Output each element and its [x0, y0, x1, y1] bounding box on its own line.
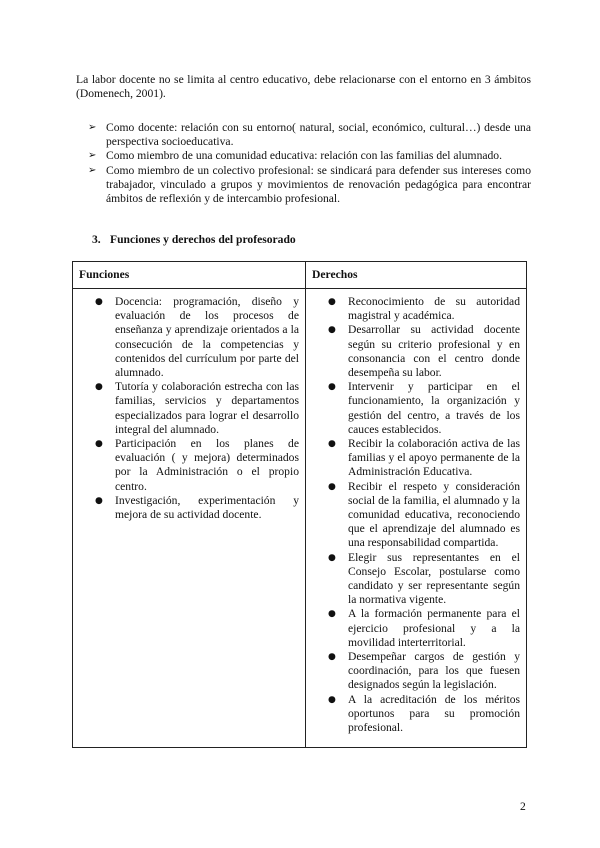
list-item: ● Recibir el respeto y consideración social de la familia, el alumnado y la comunidad educativa, reconociendo que el aprendizaje del alumnado es una responsabilidad compartida. [328, 479, 520, 550]
bullet-icon: ● [328, 297, 336, 307]
list-item: ● Elegir sus representantes en el Consejo Escolar, postularse como candidato y ser representante según la normativa vigente. [328, 550, 520, 607]
bullet-icon: ● [95, 495, 103, 506]
section-title: Funciones y derechos del profesorado [110, 233, 296, 246]
list-item: ➢ Como miembro de una comunidad educativa: relación con las familias del alumnado. [88, 149, 502, 163]
bullet-icon: ● [95, 382, 103, 393]
list-item: ● Intervenir y participar en el funcionamiento, la organización y gestión del centro, a través de los cauces establecidos. [328, 380, 520, 436]
ambitos-list [88, 121, 531, 206]
list-item: ● Desempeñar cargos de gestión y coordinación, para los que fuesen designados según la legislación. [328, 650, 520, 692]
list-item: ● Recibir la colaboración activa de las familias y el apoyo permanente de la Administración Educativa. [328, 437, 520, 479]
bullet-icon: ● [328, 439, 336, 450]
list-item: ● A la acreditación de los méritos oportunos para su promoción profesional. [328, 692, 520, 735]
arrow-bullet-icon: ➢ [88, 150, 97, 162]
list-item: ● A la formación permanente para el ejercicio profesional y a la movilidad interterritorial. [328, 607, 520, 649]
bullet-icon: ● [328, 382, 336, 393]
section-number: 3. [92, 233, 101, 246]
intro-paragraph: La labor docente no se limita al centro educativo, debe relacionarse con el entorno en 3 ámbitos (Domenech, 2001). [76, 73, 531, 101]
page-number: 2 [520, 800, 526, 813]
bullet-icon: ● [328, 694, 336, 705]
funciones-derechos-table [72, 261, 527, 748]
bullet-icon: ● [328, 609, 336, 620]
list-item: ● Participación en los planes de evaluación ( y mejora) determinados por la Administración o el propio centro. [95, 437, 299, 493]
list-item: ➢ Como miembro de un colectivo profesional: se sindicará para defender sus intereses como trabajador, vinculado a grupos y movimientos de renovación pedagógica para encontrar ámbitos de reflexión y de intercambio profesional. [88, 163, 531, 206]
bullet-icon: ● [328, 481, 336, 492]
funciones-list [95, 295, 299, 522]
list-item: ● Investigación, experimentación y mejora de su actividad docente. [95, 493, 299, 522]
header-derechos: Derechos [306, 262, 527, 289]
arrow-bullet-icon: ➢ [88, 122, 97, 133]
section-heading [92, 233, 296, 247]
list-item: ● Docencia: programación, diseño y evaluación de los procesos de enseñanza y aprendizaje orientados a la consecución de la competencias y contenidos del currículum por parte del alumnado. [95, 295, 299, 380]
bullet-icon: ● [95, 297, 103, 307]
list-item: ➢ Como docente: relación con su entorno( natural, social, económico, cultural…) desde una perspectiva socioeducativa. [88, 121, 531, 149]
list-item: ● Reconocimiento de su autoridad magistral y académica. [328, 295, 520, 323]
bullet-icon: ● [328, 652, 336, 663]
derechos-list [328, 295, 520, 735]
bullet-icon: ● [328, 552, 336, 563]
header-funciones: Funciones [73, 262, 306, 289]
arrow-bullet-icon: ➢ [88, 164, 97, 176]
derechos-cell [306, 289, 527, 748]
list-item: ● Desarrollar su actividad docente según su criterio profesional y en consonancia con el centro donde desempeña su labor. [328, 323, 520, 380]
bullet-icon: ● [95, 439, 103, 450]
funciones-cell [73, 289, 306, 748]
bullet-icon: ● [328, 325, 336, 336]
list-item: ● Tutoría y colaboración estrecha con las familias, servicios y departamentos especializados para lograr el desarrollo integral del alumnado. [95, 380, 299, 436]
